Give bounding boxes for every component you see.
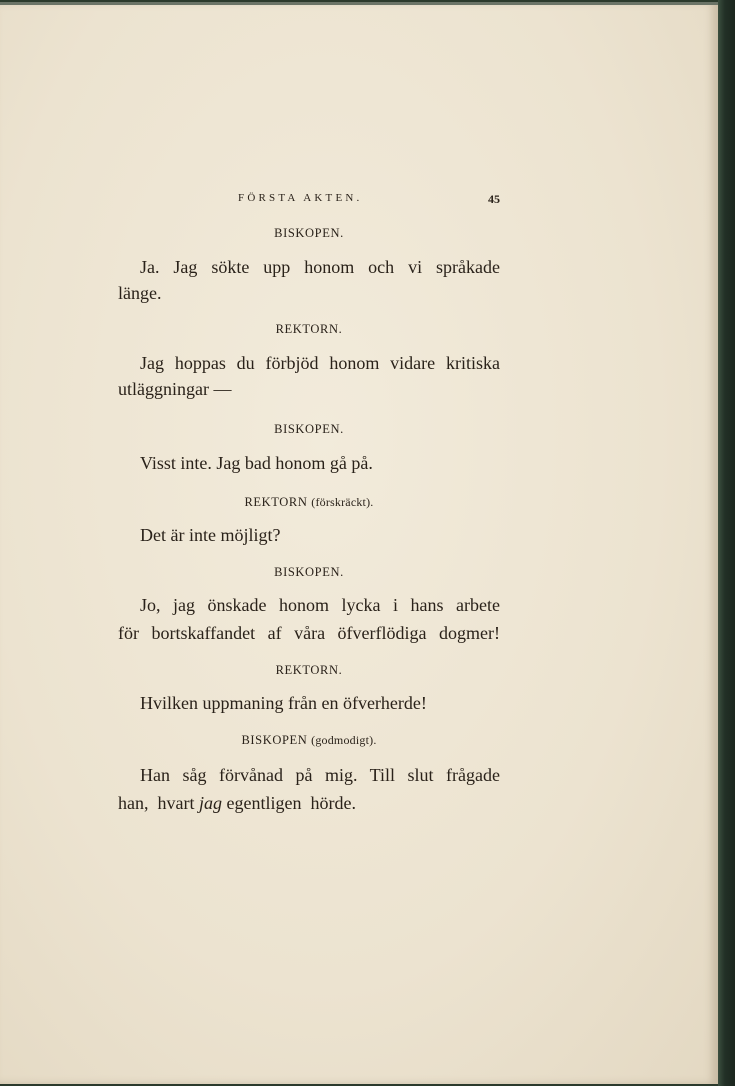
dialogue-line: för bortskaffandet af våra öfverflödiga dogmer! (118, 623, 500, 643)
dialogue-line: Hvilken uppmaning från en öfverherde! (140, 693, 427, 713)
emphasized-word: jag (198, 793, 222, 813)
book-page (0, 2, 718, 1084)
dialogue-line-final (118, 791, 356, 815)
stage-direction: (godmodigt). (311, 733, 377, 747)
speaker-label: BISKOPEN. (274, 565, 344, 579)
dialogue-line: länge. (118, 283, 162, 303)
speaker-label: BISKOPEN. (274, 422, 344, 436)
stage-direction: (förskräckt). (311, 495, 374, 509)
dialogue-line: Ja. Jag sökte upp honom och vi språkade (140, 257, 500, 277)
book-spine-edge (718, 0, 735, 1086)
speaker-label: REKTORN. (275, 663, 343, 677)
speaker-with-direction (118, 495, 500, 510)
running-title: FÖRSTA AKTEN. (238, 192, 363, 204)
speaker-label: REKTORN. (275, 322, 343, 336)
dialogue-line: Det är inte möjligt? (140, 525, 281, 545)
speaker-label: BISKOPEN. (274, 226, 344, 240)
dialogue-line: Jo, jag önskade honom lycka i hans arbete (140, 595, 500, 615)
dialogue-line: utläggningar — (118, 379, 232, 399)
dialogue-line: Visst inte. Jag bad honom gå på. (140, 453, 373, 473)
speaker-label: BISKOPEN (241, 733, 308, 747)
dialogue-line: Jag hoppas du förbjöd honom vidare kritiska (140, 353, 500, 373)
text-segment: egentligen hörde. (222, 793, 356, 813)
speaker-label: REKTORN (244, 495, 308, 509)
running-header (238, 192, 500, 210)
speaker-with-direction (118, 733, 500, 748)
page-top-edge (0, 2, 718, 5)
dialogue-line: Han såg förvånad på mig. Till slut frågade (140, 765, 500, 785)
text-segment: han, hvart (118, 793, 199, 813)
page-number: 45 (488, 192, 500, 206)
